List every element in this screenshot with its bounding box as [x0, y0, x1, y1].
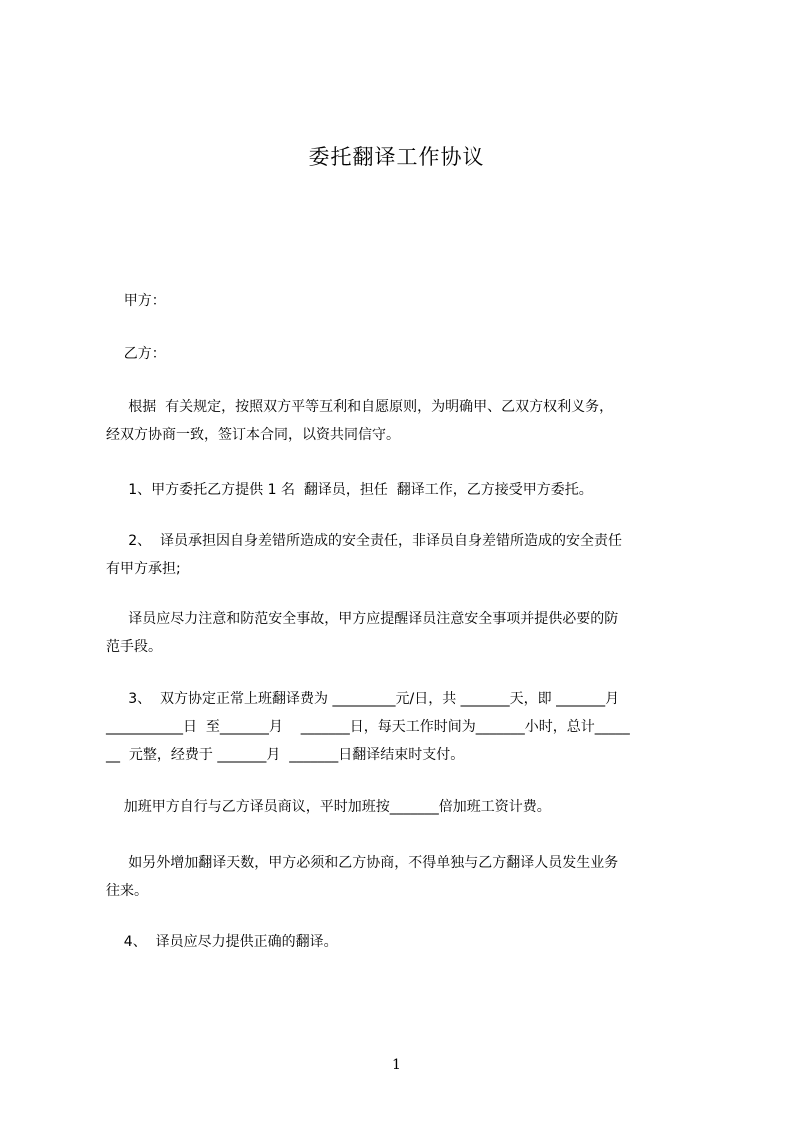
safety-line-1: 译员应尽力注意和防范安全事故，甲方应提醒译员注意安全事项并提供必要的防	[106, 611, 619, 627]
clause-3-line-1: 3、 双方协定正常上班翻译费为 _________元/日，共 _______天，即 _______月	[106, 691, 620, 707]
clause-3-line-3: __ 元整，经费于 _______月 _______日翻译结束时支付。	[106, 747, 465, 763]
extra-days-line-2: 往来。	[106, 883, 148, 899]
party-b-line: 乙方：	[106, 346, 166, 362]
page-number: 1	[392, 1057, 401, 1073]
clause-4-line: 4、 译员应尽力提供正确的翻译。	[106, 934, 338, 950]
party-a-line: 甲方：	[106, 293, 166, 309]
safety-line-2: 范手段。	[106, 639, 162, 655]
preamble-line-2: 经双方协商一致，签订本合同，以资共同信守。	[106, 427, 400, 443]
clause-3-line-2: ___________日 至_______月 _______日，每天工作时间为_______小时，总计_____	[106, 719, 630, 735]
preamble-line-1: 根据 有关规定，按照双方平等互利和自愿原则，为明确甲、乙双方权利义务，	[106, 399, 614, 415]
overtime-line: 加班甲方自行与乙方译员商议，平时加班按_______倍加班工资计费。	[106, 799, 551, 815]
clause-2-line-2: 有甲方承担;	[106, 561, 181, 577]
document-title: 委托翻译工作协议	[308, 145, 485, 169]
extra-days-line-1: 如另外增加翻译天数，甲方必须和乙方协商，不得单独与乙方翻译人员发生业务	[106, 855, 619, 871]
clause-2-line-1: 2、 译员承担因自身差错所造成的安全责任，非译员自身差错所造成的安全责任	[106, 533, 623, 549]
clause-1-line: 1、甲方委托乙方提供 1 名 翻译员，担任 翻译工作，乙方接受甲方委托。	[106, 482, 593, 498]
